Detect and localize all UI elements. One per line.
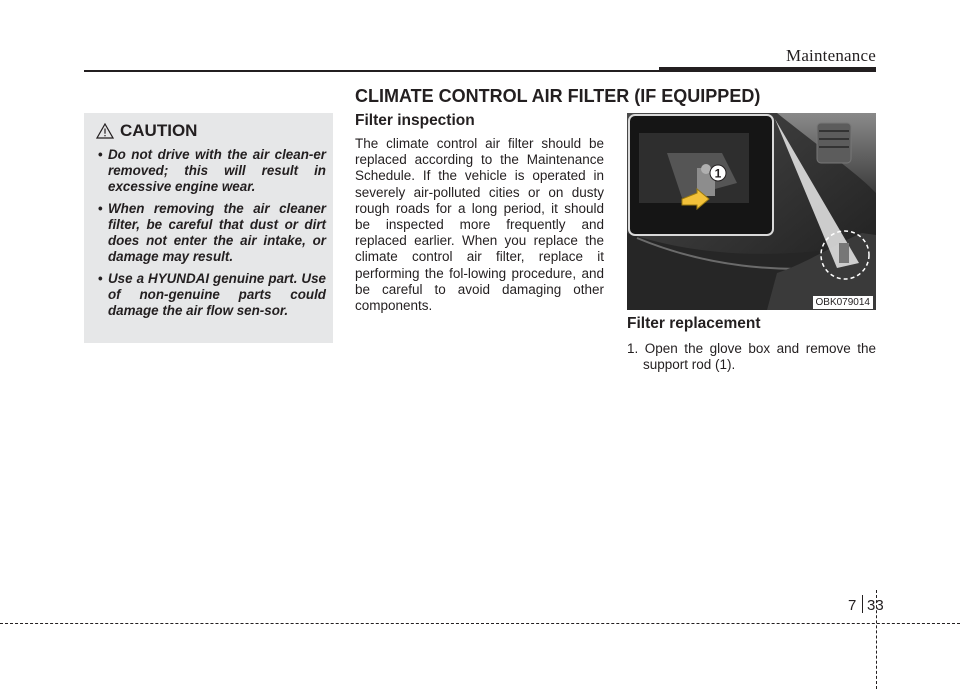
caution-heading: CAUTION [120,121,198,140]
header-rule-accent [659,67,876,72]
header-rule [84,70,659,72]
section-title: CLIMATE CONTROL AIR FILTER (IF EQUIPPED) [355,86,761,106]
filter-replacement-heading: Filter replacement [627,315,761,332]
page-number: 33 [867,597,884,614]
warning-triangle-icon [96,123,114,139]
callout-number: 1 [714,166,722,181]
step-1: 1. Open the glove box and remove the support rod (1). [627,341,876,373]
caution-item: • Do not drive with the air clean-er removed; this will result in excessive engine wear. [90,147,326,195]
caution-item: • Use a HYUNDAI genuine part. Use of non-genuine parts could damage the air flow sen-sor. [90,271,326,319]
caution-list [90,147,326,325]
page-number-divider [862,595,863,613]
filter-inspection-heading: Filter inspection [355,112,475,129]
caution-item: • When removing the air cleaner filter, be careful that dust or dirt does not enter the air intake, or damage may result. [90,201,326,265]
caution-box [84,113,333,343]
running-header: Maintenance [786,46,876,65]
footer-rule [0,623,960,624]
chapter-number: 7 [848,597,857,614]
caution-heading-row [96,121,197,141]
glove-box-illustration [627,113,876,310]
figure-code: OBK079014 [813,296,874,309]
glove-box-photo [627,113,876,310]
filter-inspection-body: The climate control air filter should be replaced according to the Maintenance Schedule. If the vehicle is operated in severely air-polluted cities or on dusty rough roads for a long period, it should be inspected more frequently and replaced earlier. When you replace the climate control air filter, replace it performing the fol-lowing procedure, and be careful to avoid damaging other components. [355,136,604,314]
